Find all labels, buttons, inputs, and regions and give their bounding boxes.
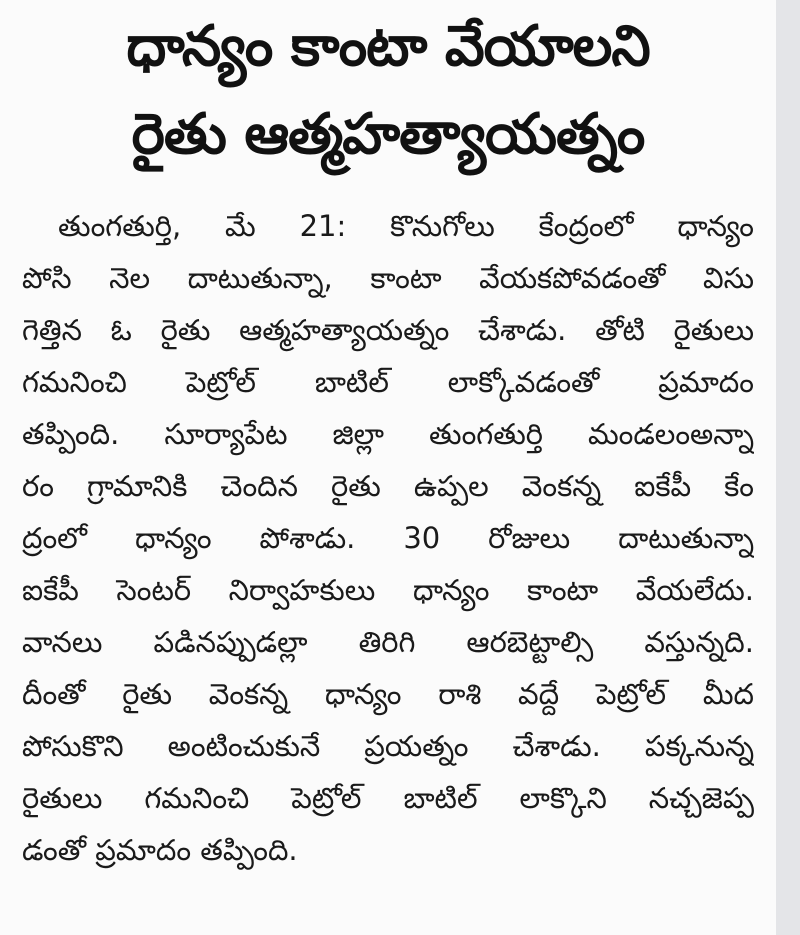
body-line: వానలు పడినప్పుడల్లా తిరిగి ఆరబెట్టాల్సి వస్తున్నది. xyxy=(22,625,754,659)
body-line: గెత్తిన ఓ రైతు ఆత్మహత్యాయత్నం చేశాడు. తోటి రైతులు xyxy=(22,313,754,347)
body-line: ద్రంలో ధాన్యం పోశాడు. 30 రోజులు దాటుతున్నా xyxy=(22,521,754,555)
headline-line-2: రైతు ఆత్మహత్యాయత్నం xyxy=(131,102,645,167)
body-line: డంతో ప్రమాదం తప్పింది. xyxy=(22,833,298,867)
background-margin xyxy=(776,0,800,935)
body-line: దీంతో రైతు వెంకన్న ధాన్యం రాశి వద్దే పెట్రోల్ మీద xyxy=(22,677,754,711)
body-line: తప్పింది. సూర్యాపేట జిల్లా తుంగతుర్తి మండలంఅన్నా xyxy=(22,417,754,451)
headline-line-1: ధాన్యం కాంటా వేయాలని xyxy=(126,14,650,79)
body-line: రైతులు గమనించి పెట్రోల్ బాటిల్ లాక్కొని నచ్చజెప్ప xyxy=(22,781,754,815)
body-line: ఐకేపీ సెంటర్ నిర్వాహకులు ధాన్యం కాంటా వేయలేదు. xyxy=(22,573,754,607)
body-line: గమనించి పెట్రోల్ బాటిల్ లాక్కోవడంతో ప్రమాదం xyxy=(22,365,754,399)
body-line: రం గ్రామానికి చెందిన రైతు ఉప్పల వెంకన్న ఐకేపీ కేం xyxy=(22,469,754,503)
body-line: తుంగతుర్తి, మే 21: కొనుగోలు కేంద్రంలో ధాన్యం xyxy=(58,209,754,243)
body-line: పోసుకొని అంటించుకునే ప్రయత్నం చేశాడు. పక్కనున్న xyxy=(22,729,754,763)
body-line: పోసి నెల దాటుతున్నా, కాంటా వేయకపోవడంతో విసు xyxy=(22,261,754,295)
